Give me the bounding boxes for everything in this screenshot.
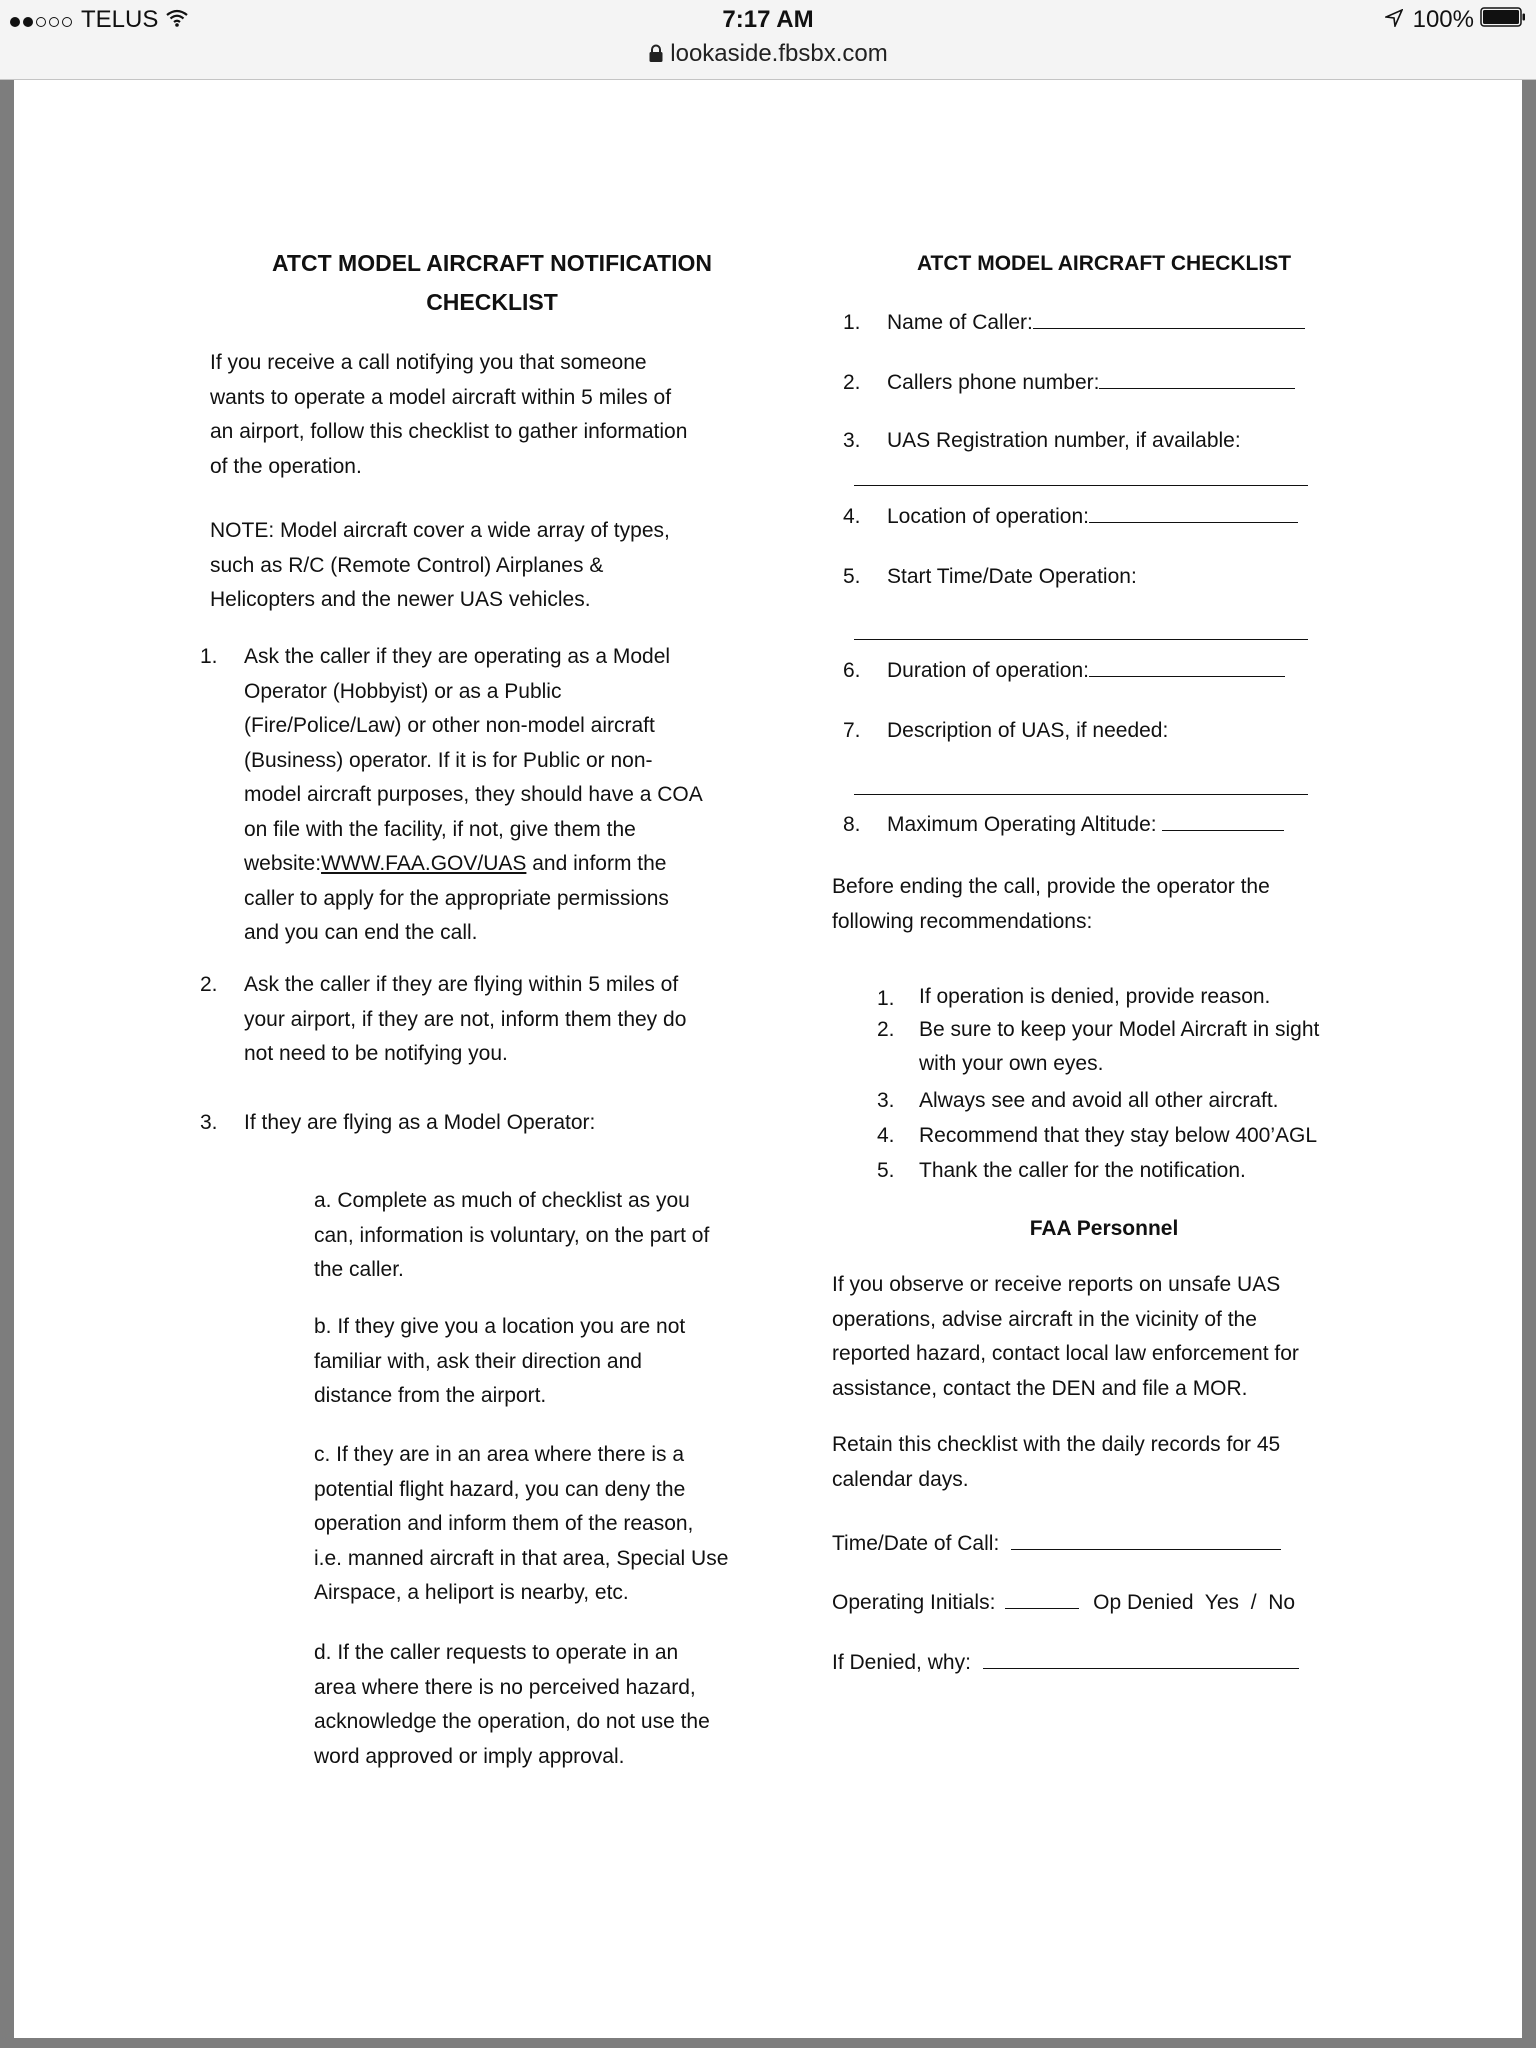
left-column-title xyxy=(232,244,752,322)
battery-area xyxy=(1385,6,1526,34)
document-page: ATCT MODEL AIRCRAFT NOTIFICATION CHECKLIST If you receive a call notifying you that someone wants to operate a model aircraft within 5 miles of an airport, follow this checklist to gather information of the operation. NOTE: Model aircraft cover a wide array of types, such as R/C (Remote Control) Airplanes & Helicopters and the newer UAS vehicles. 1. Ask the caller if they are operating as a Model Operator (Hobbyist) or as a Public (Fire/Police/Law) or other non-model aircraft (Business) operator. If it is for Public or non- model aircraft purposes, they should have a COA on file with the facility, if not, give them the website:WWW.FAA.GOV/UAS and inform the caller to apply for the appropriate permissions and you can end the call. 2. Ask the caller if they are flying within 5 miles of your airport, if they are not, inform them they do not need to be notifying you. 3. If they are flying as a Model Operator: a. Complete as much of checklist as you can, information is voluntary, on the part of the caller. b. If they give you a location you are not familiar with, ask their direction and distance from the airport. c. If they are in an area where there is a potential flight hazard, you can deny the operation and inform them of the reason, i.e. manned aircraft in that area, Special Use Airspace, a heliport is nearby, etc. d. If the caller requests to operate in an area where there is no perceived hazard, acknowledge the operation, do not use the word approved or imply approval. ATCT MODEL AIRCRAFT CHECKLIST 1. Name of Caller: 2. Callers phone number: 3. UAS Registration number, if available: 4. Location of operation: 5. Start Time/Date Operation: 6. Duration of operation: 7. Description of UAS, if needed: 8. Maximum Operating Altitude: Before ending the call, provide the operator the following recommendations: 1. If operation is denied, provide reason. 2. Be sure to keep your Model Aircraft in sight with your own eyes. 3. Always see and avoid all other aircraft. 4. Recommend that they stay below 400’AGL 5. Thank the caller for the notification. FAA Personnel If you observe or receive reports on unsafe UAS operations, advise aircraft in the vicinity of the reported hazard, contact local law enforcement for assistance, contact the DEN and file a MOR. Retain this checklist with the daily records for 45 calendar days. Time/Date of Call: Operating Initials: Op Denied Yes / No If Denied, why: xyxy=(14,80,1522,2038)
lock-icon xyxy=(648,42,664,70)
left-title-line: ATCT MODEL AIRCRAFT NOTIFICATION xyxy=(272,250,712,276)
item-number: 3. xyxy=(200,1111,218,1134)
item-number: 1. xyxy=(200,645,218,668)
before-ending-paragraph: Before ending the call, provide the operator the following recommendations: xyxy=(832,875,1270,933)
location-arrow-icon xyxy=(1385,6,1403,34)
sub-item-c: c. If they are in an area where there is a potential flight hazard, you can deny the operation and inform them of the reason, i.e. manned aircraft in that area, Special Use Airspace, a heliport is nearby, etc. xyxy=(314,1443,729,1604)
blank-line xyxy=(854,485,1308,486)
faa-uas-link[interactable]: WWW.FAA.GOV/UAS xyxy=(321,852,527,875)
blank-line xyxy=(854,794,1308,795)
item-number: 2. xyxy=(200,973,218,996)
battery-percentage: 100% xyxy=(1412,6,1474,33)
blank-line xyxy=(1089,654,1285,677)
url-text: lookaside.fbsbx.com xyxy=(670,40,888,67)
sub-item-a: a. Complete as much of checklist as you can, information is voluntary, on the part of the caller. xyxy=(314,1189,710,1281)
blank-line xyxy=(1033,306,1305,329)
carrier-name: TELUS xyxy=(81,6,159,33)
sub-item-b: b. If they give you a location you are not familiar with, ask their direction and distance from the airport. xyxy=(314,1315,686,1407)
time-date-of-call-field: Time/Date of Call: xyxy=(832,1527,1412,1562)
faa-personnel-heading: FAA Personnel xyxy=(1029,1217,1179,1240)
op-denied-yes-no: Op Denied Yes / No xyxy=(1093,1591,1296,1614)
blank-line xyxy=(1011,1527,1281,1550)
blank-line xyxy=(1089,500,1298,523)
blank-line xyxy=(983,1646,1299,1669)
operating-initials-field: Operating Initials: Op Denied Yes / No xyxy=(832,1586,1412,1621)
note-paragraph: NOTE: Model aircraft cover a wide array of types, such as R/C (Remote Control) Airplanes & Helicopters and the newer UAS vehicles. xyxy=(210,519,670,611)
blank-line xyxy=(1099,366,1295,389)
left-title-line: CHECKLIST xyxy=(426,289,558,315)
browser-status-bar xyxy=(0,0,1536,80)
clock: 7:17 AM xyxy=(722,6,814,33)
if-denied-why-field: If Denied, why: xyxy=(832,1646,1412,1681)
blank-line xyxy=(854,639,1308,640)
blank-line xyxy=(1162,808,1284,831)
intro-paragraph: If you receive a call notifying you that someone wants to operate a model aircraft within 5 miles of an airport, follow this checklist to gather information of the operation. xyxy=(210,351,688,478)
blank-line xyxy=(1005,1586,1079,1609)
battery-icon xyxy=(1480,6,1526,34)
address-bar[interactable] xyxy=(0,40,1536,70)
right-column-title: ATCT MODEL AIRCRAFT CHECKLIST xyxy=(916,252,1292,275)
retain-paragraph: Retain this checklist with the daily records for 45 calendar days. xyxy=(832,1433,1281,1491)
faa-personnel-paragraph: If you observe or receive reports on unsafe UAS operations, advise aircraft in the vicinity of the reported hazard, contact local law enforcement for assistance, contact the DEN and file a MOR. xyxy=(832,1273,1299,1400)
sub-item-d: d. If the caller requests to operate in an area where there is no perceived hazard, acknowledge the operation, do not use the word approved or imply approval. xyxy=(314,1641,710,1768)
